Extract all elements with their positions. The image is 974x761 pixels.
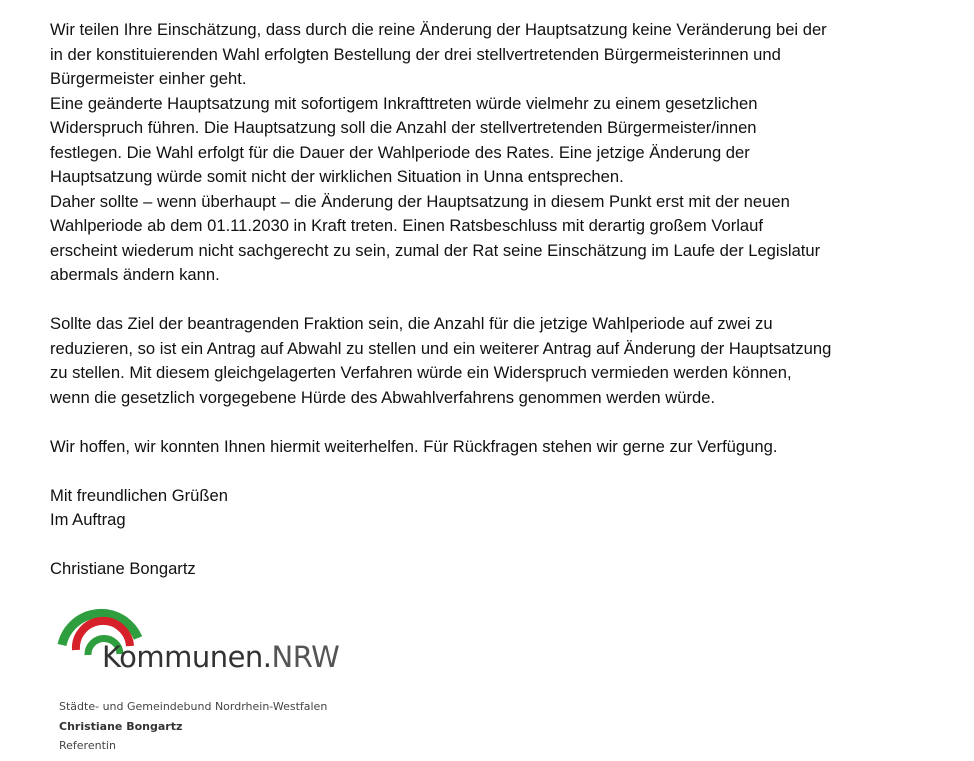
closing-line: Mit freundlichen Grüßen (50, 485, 229, 505)
text-line: Eine geänderte Hauptsatzung mit sofortigem Inkrafttreten würde vielmehr zu einem gesetzlichen (50, 93, 758, 113)
text-line: Wir teilen Ihre Einschätzung, dass durch die reine Änderung der Hauptsatzung keine Veränderung bei der (50, 20, 827, 39)
paragraph-procedure (50, 312, 950, 410)
text-line: Daher sollte – wenn überhaupt – die Änderung der Hauptsatzung in diesem Punkt erst mit der neuen (50, 191, 790, 211)
text-line: reduzieren, so ist ein Antrag auf Abwahl zu stellen und ein weiterer Antrag auf Änderung der Hauptsatzung (50, 338, 832, 358)
sender-footer (59, 697, 327, 756)
logo-wordmark (102, 640, 339, 674)
text-line: zu stellen. Mit diesem gleichgelagerten Verfahren würde ein Widerspruch vermieden werden können, (50, 363, 792, 382)
text-line: erscheint wiederum nicht sachgerecht zu sein, zumal der Rat seine Einschätzung im Laufe der Legislatur (50, 240, 821, 260)
logo-wordmark-nrw: NRW (271, 640, 340, 674)
footer-name: Christiane Bongartz (59, 719, 183, 733)
kommunen-nrw-logo (56, 600, 340, 680)
signature-name: Christiane Bongartz (50, 559, 196, 578)
paragraph-timing (50, 190, 950, 288)
closing-line: Im Auftrag (50, 510, 126, 529)
text-line: Bürgermeister einher geht. (50, 69, 247, 88)
text-line: Wahlperiode ab dem 01.11.2030 in Kraft treten. Einen Ratsbeschluss mit derartig großem Vorlauf (50, 216, 763, 235)
letter-body (50, 18, 950, 582)
paragraph-closing-remark (50, 435, 950, 460)
paragraph-assessment (50, 18, 950, 92)
text-line: Hauptsatzung würde somit nicht der wirklichen Situation in Unna entsprechen. (50, 167, 624, 186)
text-line: abermals ändern kann. (50, 265, 220, 284)
logo-wordmark-kommunen: Kommunen. (102, 640, 272, 674)
footer-organization: Städte- und Gemeindebund Nordrhein-Westfalen (59, 700, 328, 713)
text-line: Widerspruch führen. Die Hauptsatzung soll die Anzahl der stellvertretenden Bürgermeister/innen (50, 118, 757, 137)
text-line: festlegen. Die Wahl erfolgt für die Dauer der Wahlperiode des Rates. Eine jetzige Änderung der (50, 142, 750, 162)
text-line: in der konstituierenden Wahl erfolgten Bestellung der drei stellvertretenden Bürgermeisterinnen und (50, 44, 781, 64)
text-line: Sollte das Ziel der beantragenden Fraktion sein, die Anzahl für die jetzige Wahlperiode auf zwei zu (50, 314, 773, 333)
closing-formula (50, 484, 950, 533)
text-line: Wir hoffen, wir konnten Ihnen hiermit weiterhelfen. Für Rückfragen stehen wir gerne zur Verfügung. (50, 436, 778, 456)
paragraph-contradiction (50, 92, 950, 190)
text-line: wenn die gesetzlich vorgegebene Hürde des Abwahlverfahrens genommen werden würde. (50, 387, 716, 407)
footer-role: Referentin (59, 739, 116, 752)
